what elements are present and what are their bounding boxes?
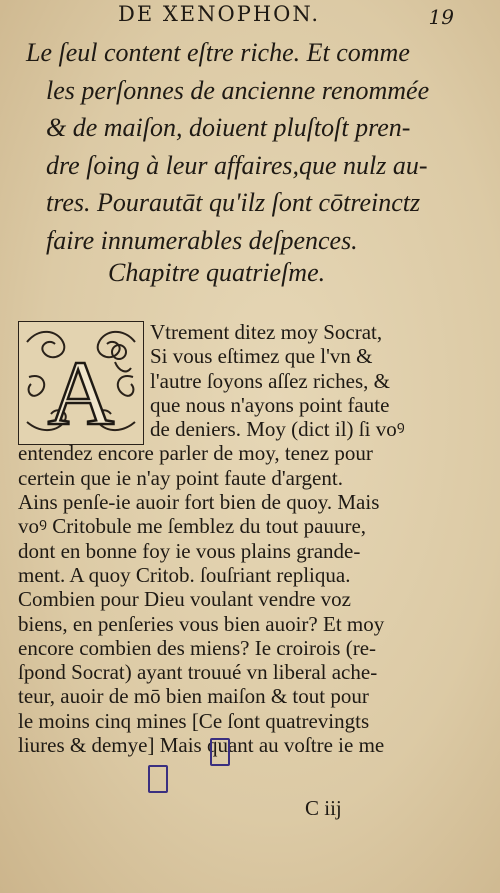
summary-line: les perſonnes de ancienne renommée: [46, 75, 430, 105]
body-line: Vtrement ditez moy Socrat,: [150, 320, 383, 344]
body-line: de deniers. Moy (dict il) ſi voꝰ: [150, 417, 405, 442]
body-line: ſpond Socrat) ayant trouué vn liberal ache-: [18, 660, 378, 685]
summary-line: & de maiſon, doiuent pluſtoſt pren-: [46, 113, 411, 142]
body-line: Combien pour Dieu voulant vendre voz: [18, 587, 352, 612]
body-line: que nous n'ayons point faute: [150, 392, 390, 417]
body-line: entendez encore parler de moy, tenez pour: [18, 441, 373, 466]
body-line: l'autre ſoyons aſſez riches, &: [150, 368, 390, 393]
body-line: teur, auoir de mō bien maiſon & tout pour: [18, 684, 369, 709]
body-line: Si vous eſtimez que l'vn &: [150, 344, 373, 369]
body-line: ment. A quoy Critob. ſouſriant repliqua.: [18, 562, 351, 587]
summary-line: faire innumerables deſpences.: [46, 225, 358, 255]
running-head: DE XENOPHON.: [118, 2, 321, 26]
body-line: certein que ie n'ay point faute d'argent.: [18, 465, 343, 490]
body-text: [18, 320, 438, 757]
body-line: Ains penſe-ie auoir fort bien de quoy. Mais: [18, 490, 380, 515]
body-line: biens, en penſeries vous bien auoir? Et moy: [18, 611, 385, 636]
chapter-summary: [26, 34, 456, 259]
body-line: le moins cinq mines [Ce ſont quatrevingts: [18, 708, 370, 733]
summary-line: Le ſeul content eſtre riche. Et comme: [26, 38, 410, 67]
chapter-title: Chapitre quatrieſme.: [108, 258, 326, 287]
summary-line: dre ſoing à leur affaires,que nulz au-: [46, 150, 428, 180]
signature-mark: C iij: [305, 796, 342, 820]
body-line: voꝰ Critobule me ſemblez du tout pauure,: [18, 514, 367, 539]
summary-line: tres. Pourautāt qu'ilz ſont cōtreinctz: [46, 188, 421, 217]
ink-bracket-mark: [148, 765, 168, 793]
body-line: encore combien des miens? Ie croirois (re-: [18, 635, 377, 660]
body-line: dont en bonne foy ie vous plains grande-: [18, 538, 361, 563]
page-number: 19: [428, 5, 454, 29]
initial-letter: A: [47, 342, 115, 444]
body-line: liures & demye] Mais quant au voſtre ie me: [18, 733, 385, 758]
